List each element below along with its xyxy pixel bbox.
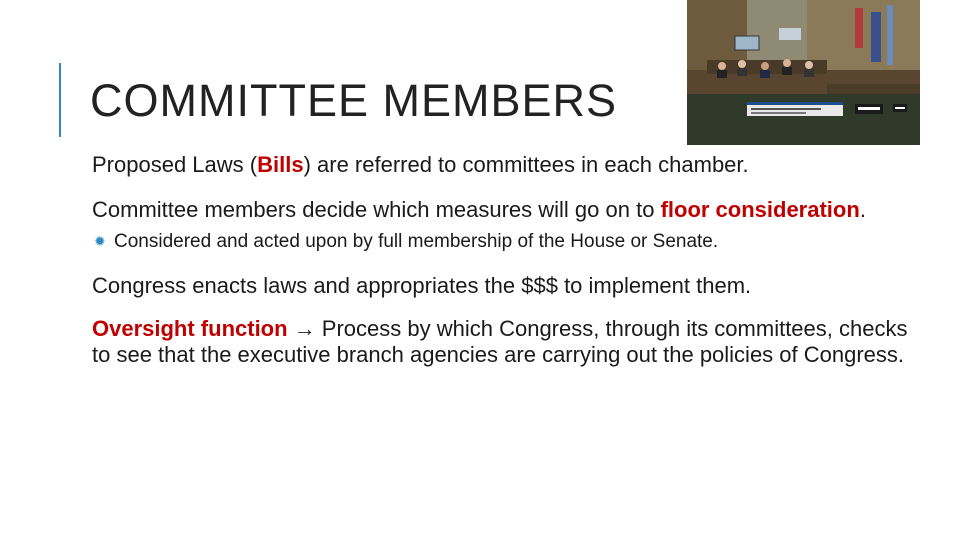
highlight-bills: Bills <box>257 152 304 177</box>
asterisk-bullet-icon: ✹ <box>94 233 106 249</box>
paragraph-congress-enacts <box>92 273 912 299</box>
text-segment: Congress enacts laws and appropriates the $$$ to implement them. <box>92 273 752 298</box>
sub-bullet-considered <box>94 229 912 254</box>
text-segment: ) are referred to committees in each chamber. <box>303 152 749 177</box>
paragraph-oversight <box>92 316 912 368</box>
hearing-room-photo <box>687 0 920 145</box>
title-accent-bar <box>59 63 61 137</box>
highlight-oversight-function: Oversight function <box>92 316 288 341</box>
highlight-floor-consideration: floor consideration <box>660 197 860 222</box>
text-segment: . <box>859 197 866 222</box>
text-segment: Proposed Laws ( <box>92 152 258 177</box>
text-segment: Process by which Congress, through its committees, checks to see that the executive branch agencies are carrying out the policies of Congress. <box>92 316 908 367</box>
sub-bullet-text: Considered and acted upon by full membership of the House or Senate. <box>114 231 719 252</box>
paragraph-bills-referred <box>92 152 912 178</box>
slide-title: COMMITTEE MEMBERS <box>90 75 618 126</box>
text-segment: Committee members decide which measures will go on to <box>92 197 661 222</box>
right-arrow-icon: → <box>293 316 316 341</box>
paragraph-committee-decide <box>92 197 912 223</box>
slide-body <box>92 152 912 368</box>
